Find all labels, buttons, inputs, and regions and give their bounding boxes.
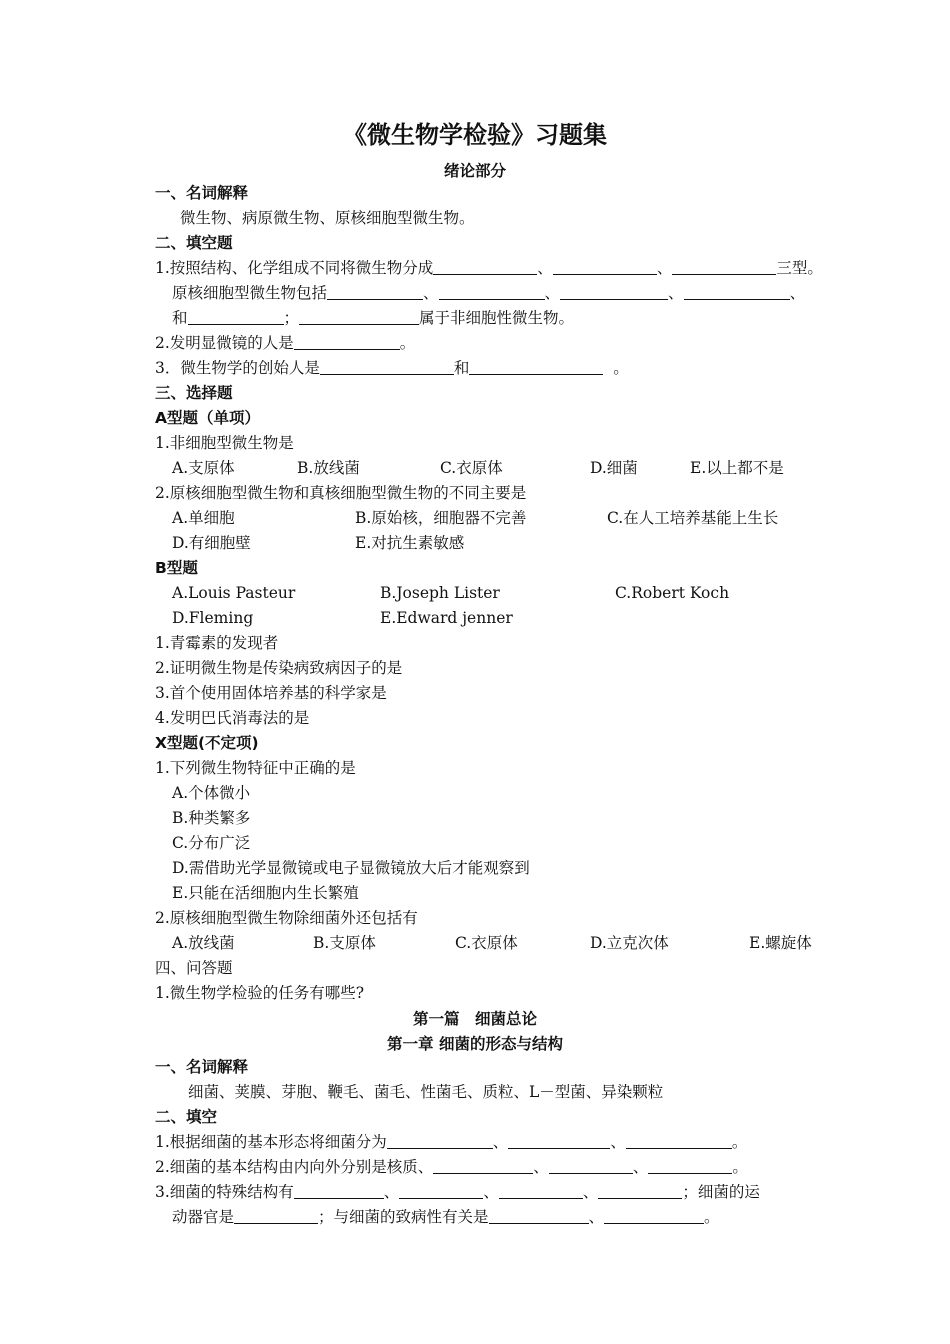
option: E.只能在活细胞内生长繁殖 [172, 884, 359, 902]
answer-blank[interactable] [387, 1132, 493, 1149]
a-type-heading: A型题（单项） [155, 409, 260, 427]
option: A.Louis Pasteur [172, 584, 296, 602]
answer-blank[interactable] [560, 283, 668, 300]
option: A.放线菌 [172, 934, 235, 952]
option: C.衣原体 [440, 459, 503, 477]
a-question-2: 2.原核细胞型微生物和真核细胞型微生物的不同主要是 [155, 484, 527, 502]
x-type-heading: X型题(不定项) [155, 734, 259, 752]
intro-terms: 微生物、病原微生物、原核细胞型微生物。 [180, 209, 475, 227]
chapter-fill-3-line-2: 动器官是 ；与细菌的致病性有关是 、 。 [172, 1208, 720, 1226]
chapter-section-2-heading: 二、填空 [155, 1108, 218, 1126]
chapter-fill-3: 3.细菌的特殊结构有 、 、 、 ；细菌的运 [155, 1183, 760, 1201]
option: D.Fleming [172, 609, 254, 627]
answer-blank[interactable] [499, 1182, 583, 1199]
answer-blank[interactable] [549, 1157, 633, 1174]
option: A.单细胞 [172, 509, 235, 527]
option: C.衣原体 [455, 934, 518, 952]
fill-question-1-line-3: 和 ； 属于非细胞性微生物。 [172, 309, 575, 327]
x-question-1: 1.下列微生物特征中正确的是 [155, 759, 356, 777]
fill-question-1-line-2: 原核细胞型微生物包括 、 、 、 、 [172, 284, 806, 302]
answer-blank[interactable] [399, 1182, 483, 1199]
answer-blank[interactable] [508, 1132, 610, 1149]
answer-blank[interactable] [234, 1207, 318, 1224]
option: A.支原体 [172, 459, 235, 477]
option: B.放线菌 [297, 459, 360, 477]
chapter-heading: 第一章 细菌的形态与结构 [387, 1035, 563, 1053]
answer-blank[interactable] [672, 258, 776, 275]
option: B.原始核，细胞器不完善 [355, 509, 527, 527]
option: C.在人工培养基能上生长 [607, 509, 779, 527]
chapter-terms: 细菌、荚膜、芽胞、鞭毛、菌毛、性菌毛、质粒、L－型菌、异染颗粒 [188, 1083, 664, 1101]
answer-blank[interactable] [553, 258, 657, 275]
intro-section-2-heading: 二、填空题 [155, 234, 233, 252]
option: D.有细胞壁 [172, 534, 251, 552]
option: E.对抗生素敏感 [355, 534, 465, 552]
answer-blank[interactable] [327, 283, 423, 300]
option: B.种类繁多 [172, 809, 251, 827]
answer-blank[interactable] [299, 308, 419, 325]
chapter-fill-1: 1.根据细菌的基本形态将细菌分为 、 、 。 [155, 1133, 748, 1151]
answer-blank[interactable] [604, 1207, 704, 1224]
fill-question-2: 2.发明显微镜的人是 。 [155, 334, 416, 352]
option: C.分布广泛 [172, 834, 251, 852]
answer-blank[interactable] [598, 1182, 682, 1199]
chapter-section-1-heading: 一、名词解释 [155, 1058, 249, 1076]
option: A.个体微小 [172, 784, 251, 802]
part-heading: 第一篇 细菌总论 [412, 1010, 537, 1028]
answer-blank[interactable] [433, 258, 537, 275]
option: C.Robert Koch [615, 584, 730, 602]
option: D.立克次体 [590, 934, 669, 952]
intro-section-4-heading: 四、问答题 [155, 959, 233, 977]
intro-section-3-heading: 三、选择题 [155, 384, 233, 402]
option: D.需借助光学显微镜或电子显微镜放大后才能观察到 [172, 859, 530, 877]
answer-blank[interactable] [626, 1132, 732, 1149]
answer-blank[interactable] [469, 358, 603, 375]
b-question: 3.首个使用固体培养基的科学家是 [155, 684, 387, 702]
answer-blank[interactable] [489, 1207, 589, 1224]
b-type-heading: B型题 [155, 559, 198, 577]
option: E.Edward jenner [380, 609, 513, 627]
option: B.支原体 [313, 934, 376, 952]
answer-blank[interactable] [648, 1157, 732, 1174]
b-question: 4.发明巴氏消毒法的是 [155, 709, 310, 727]
answer-blank[interactable] [320, 358, 454, 375]
b-question: 2.证明微生物是传染病致病因子的是 [155, 659, 403, 677]
document-title: 《微生物学检验》习题集 [343, 121, 607, 149]
chapter-fill-2: 2.细菌的基本结构由内向外分别是核质、 、 、 。 [155, 1158, 748, 1176]
a-question-1: 1.非细胞型微生物是 [155, 434, 294, 452]
option: B.Joseph Lister [380, 584, 500, 602]
option: D.细菌 [590, 459, 638, 477]
fill-question-3: 3．微生物学的创始人是 和 。 [155, 359, 629, 377]
answer-blank[interactable] [439, 283, 545, 300]
answer-blank[interactable] [294, 1182, 384, 1199]
b-question: 1.青霉素的发现者 [155, 634, 279, 652]
option: E.螺旋体 [749, 934, 812, 952]
x-question-2: 2.原核细胞型微生物除细菌外还包括有 [155, 909, 418, 927]
section-heading-intro: 绪论部分 [443, 162, 506, 180]
fill-question-1: 1.按照结构、化学组成不同将微生物分成 、 、 三型。 [155, 259, 823, 277]
option: E.以上都不是 [690, 459, 784, 477]
answer-blank[interactable] [188, 308, 284, 325]
answer-blank[interactable] [684, 283, 790, 300]
intro-section-1-heading: 一、名词解释 [155, 184, 249, 202]
answer-blank[interactable] [433, 1157, 533, 1174]
answer-blank[interactable] [294, 333, 400, 350]
essay-question-1: 1.微生物学检验的任务有哪些? [155, 984, 365, 1002]
